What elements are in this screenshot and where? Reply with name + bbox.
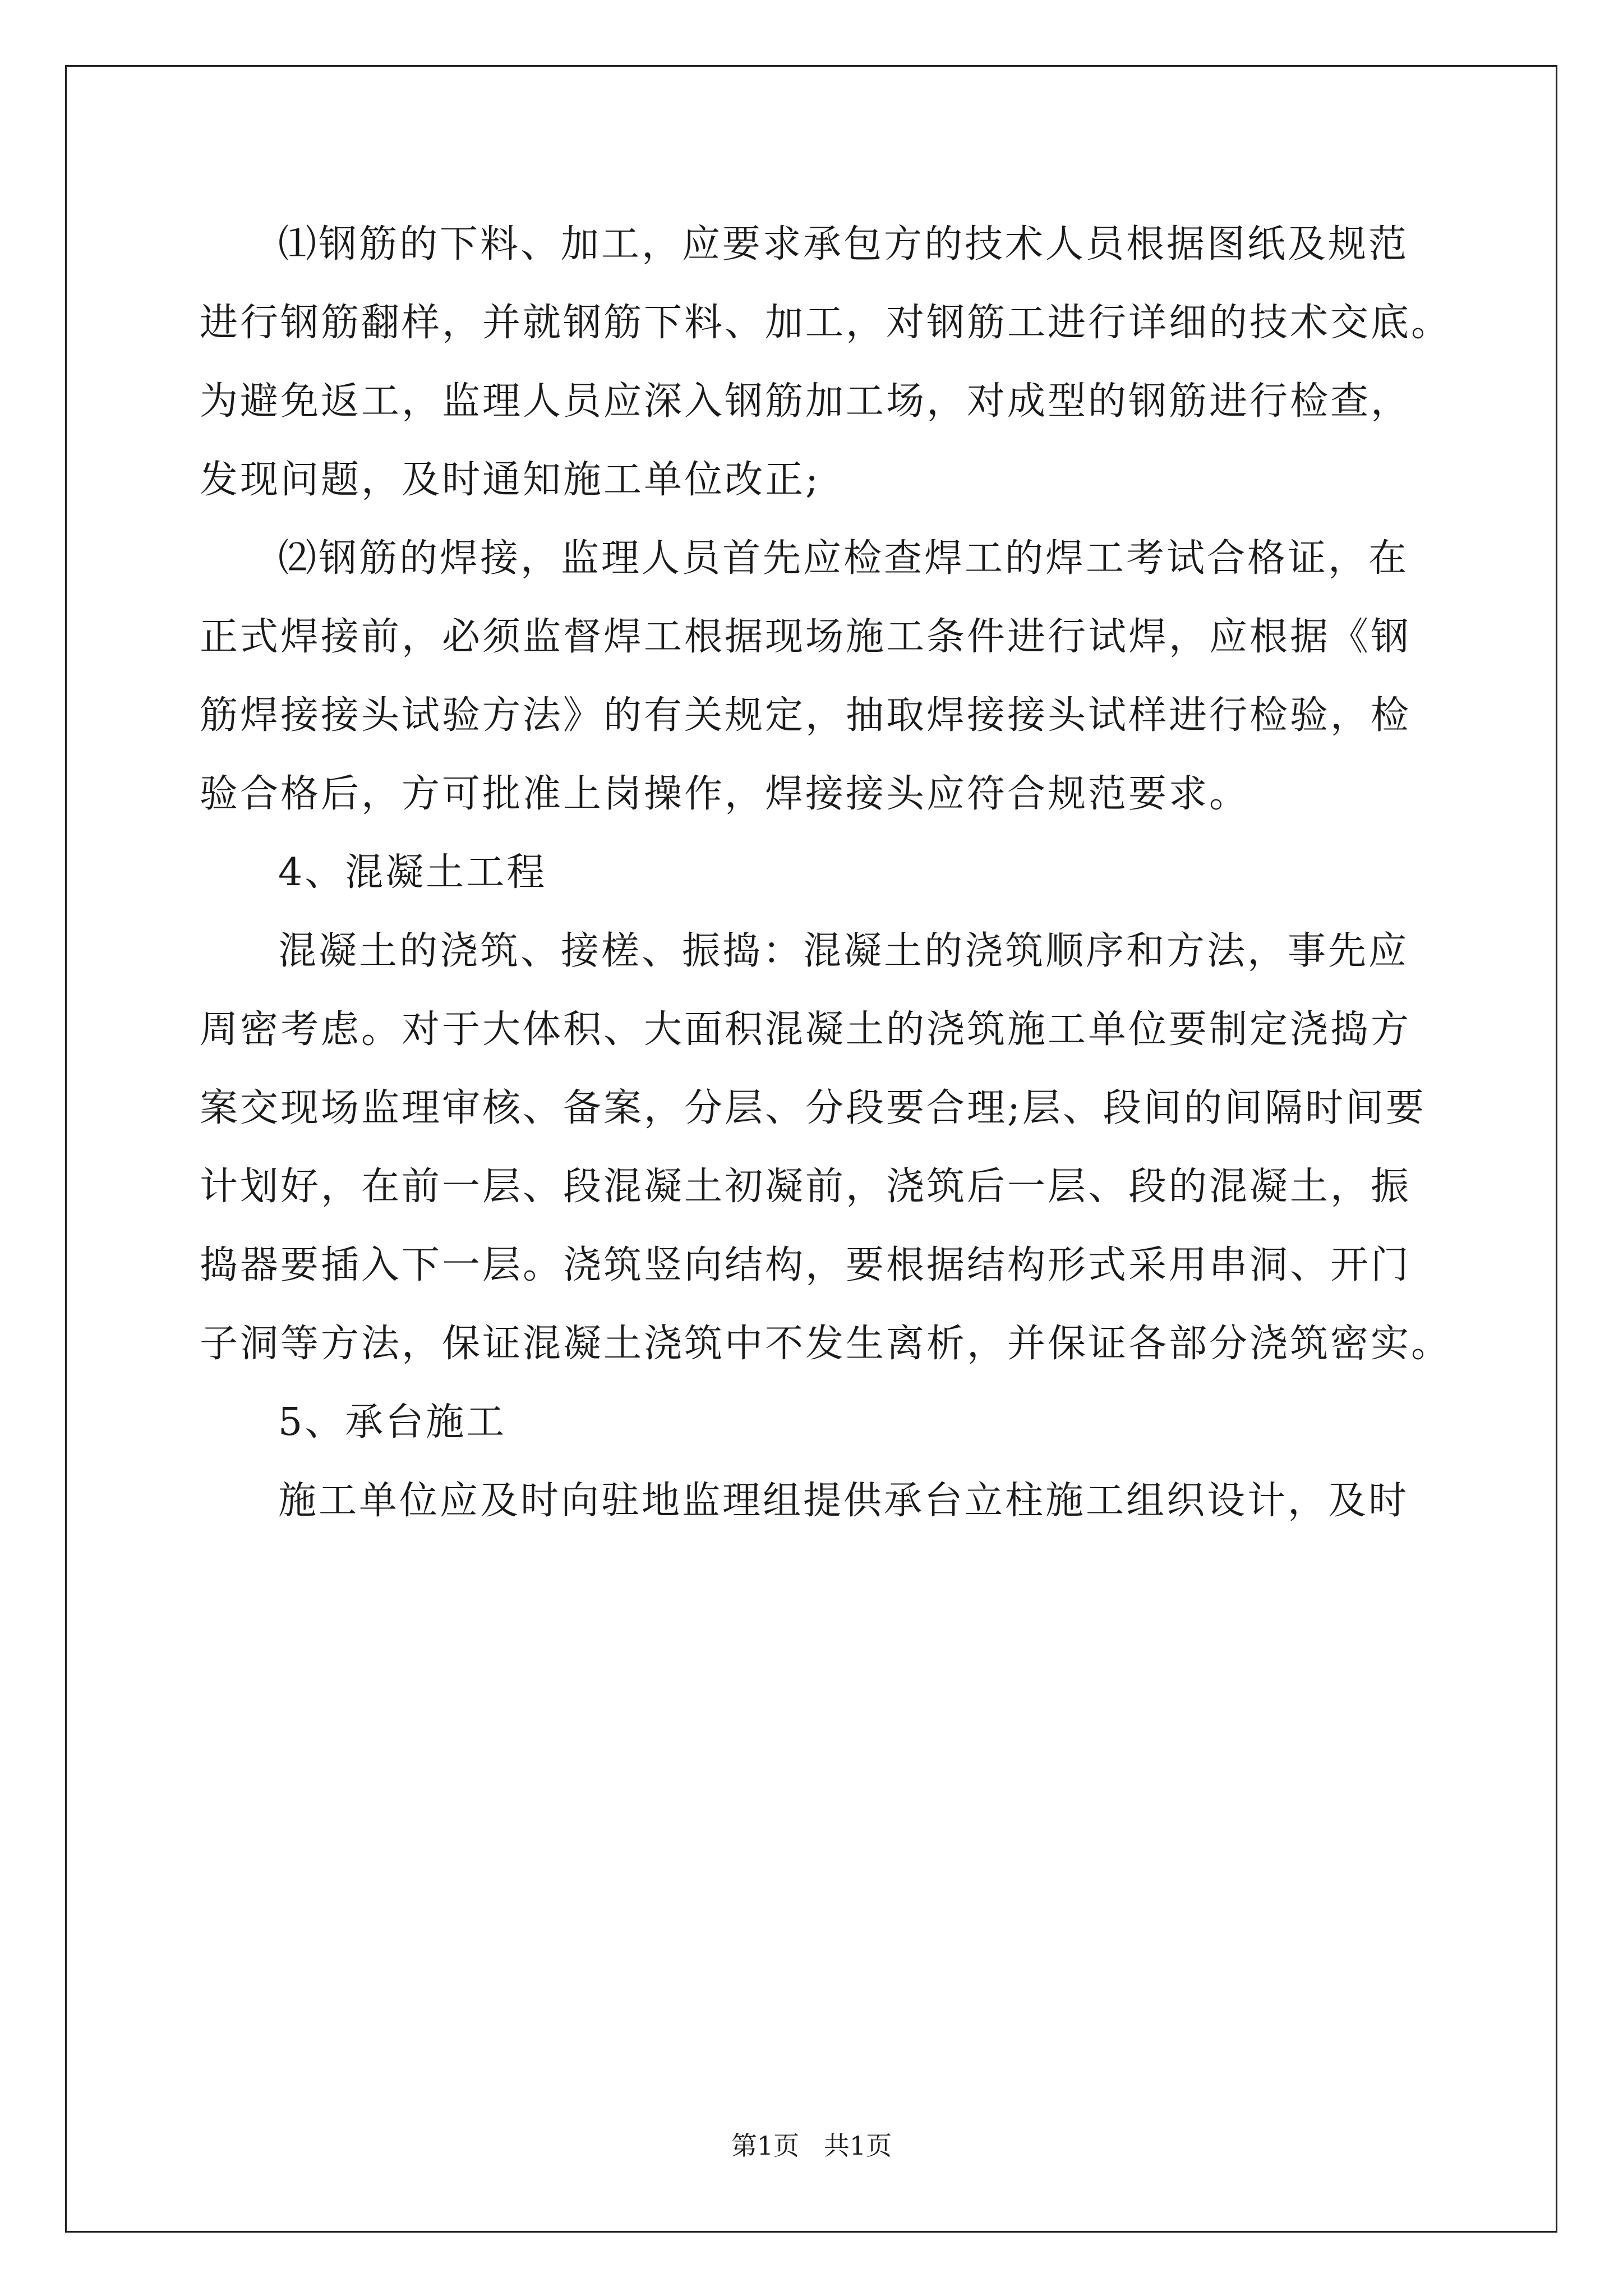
paragraph-line: 施工单位应及时向驻地监理组提供承台立柱施工组织设计，及时 [278, 1479, 1409, 1523]
page-footer: 第1页 共1页 [731, 2131, 892, 2161]
paragraph-line: 验合格后，方可批准上岗操作，焊接接头应符合规范要求。 [200, 772, 1250, 816]
paragraph-line: ⑴钢筋的下料、加工，应要求承包方的技术人员根据图纸及规范 [278, 222, 1409, 266]
paragraph-line: 混凝土的浇筑、接槎、振捣：混凝土的浇筑顺序和方法，事先应 [278, 929, 1409, 973]
paragraph-line: 为避免返工，监理人员应深入钢筋加工场，对成型的钢筋进行检查， [200, 379, 1412, 424]
section-heading: 4、混凝土工程 [278, 850, 547, 895]
paragraph-line: 正式焊接前，必须监督焊工根据现场施工条件进行试焊，应根据《钢 [200, 615, 1412, 659]
paragraph-line: 发现问题，及时通知施工单位改正; [200, 458, 820, 502]
paragraph-line: 捣器要插入下一层。浇筑竖向结构，要根据结构形式采用串洞、开门 [200, 1243, 1412, 1287]
paragraph-line: ⑵钢筋的焊接，监理人员首先应检查焊工的焊工考试合格证，在 [278, 536, 1409, 581]
paragraph-line: 案交现场监理审核、备案，分层、分段要合理;层、段间的间隔时间要 [200, 1086, 1426, 1130]
paragraph-line: 计划好，在前一层、段混凝土初凝前，浇筑后一层、段的混凝土，振 [200, 1165, 1412, 1209]
paragraph-line: 子洞等方法，保证混凝土浇筑中不发生离析，并保证各部分浇筑密实。 [200, 1322, 1452, 1366]
paragraph-line: 进行钢筋翻样，并就钢筋下料、加工，对钢筋工进行详细的技术交底。 [200, 301, 1452, 345]
paragraph-line: 筋焊接接头试验方法》的有关规定，抽取焊接接头试样进行检验，检 [200, 693, 1412, 738]
section-heading: 5、承台施工 [278, 1400, 507, 1444]
paragraph-line: 周密考虑。对于大体积、大面积混凝土的浇筑施工单位要制定浇捣方 [200, 1007, 1412, 1052]
